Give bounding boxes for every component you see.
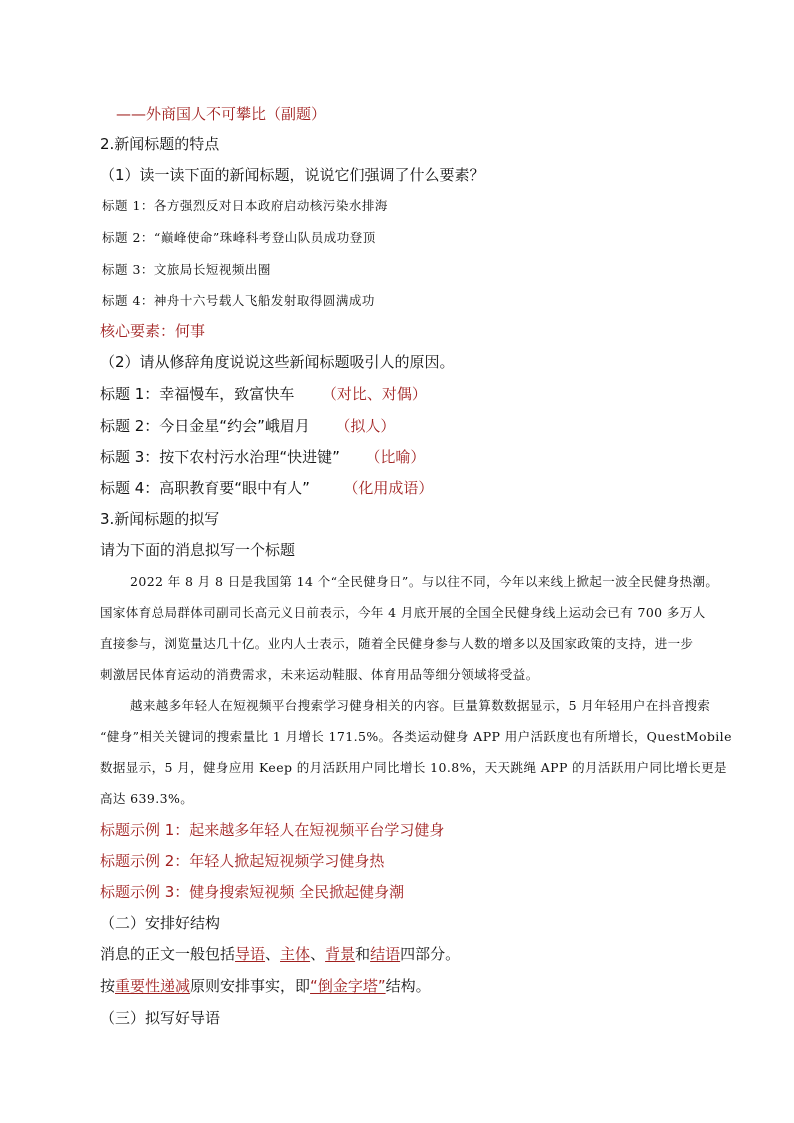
question-2: （2）请从修辞角度说说这些新闻标题吸引人的原因。: [100, 353, 455, 371]
news-title-2: 标题 2：“巅峰使命”珠峰科考登山队员成功登顶: [102, 230, 376, 245]
news-title-4: 标题 4：神舟十六号载人飞船发射取得圆满成功: [102, 293, 375, 308]
part2-heading: （二）安排好结构: [100, 914, 221, 932]
term-body: 主体: [280, 945, 311, 963]
news-paragraph-2: 越来越多年轻人在短视频平台搜索学习健身相关的内容。巨量算数数据显示，5 月年轻用户在抖音搜索 “健身”相关关键词的搜索量比 1 月增长 171.5%。各类运动健身 APP 用户活跃度也有所增长，QuestMobile 数据显示，5 月，健身应用 Keep 的月活跃用户同比增长 10.8%，天天跳绳 APP 的月活跃用户同比增长更是 高达 639.3%。: [100, 698, 732, 806]
section3-prompt: 请为下面的消息拟写一个标题: [100, 541, 296, 559]
rhetoric-title-1: 标题 1：幸福慢车，致富快车 （对比、对偶）: [100, 385, 427, 403]
rhetoric-note-2: （拟人）: [335, 417, 396, 435]
section2-heading: 2.新闻标题的特点: [100, 135, 220, 153]
rhetoric-title-3: 标题 3：按下农村污水治理“快进键” （比喻）: [100, 448, 426, 466]
term-decreasing-importance: 重要性递减: [115, 977, 191, 995]
structure-line: 消息的正文一般包括导语、主体、背景和结语四部分。: [100, 945, 461, 963]
news-title-3: 标题 3：文旅局长短视频出圈: [102, 262, 271, 277]
term-background: 背景: [325, 945, 356, 963]
term-inverted-pyramid: “倒金字塔”: [310, 977, 386, 995]
core-element: 核心要素：何事: [100, 322, 206, 340]
example-title-1: 标题示例 1：起来越多年轻人在短视频平台学习健身: [100, 821, 445, 839]
subtitle: ——外商国人不可攀比（副题）: [116, 105, 327, 123]
example-title-2: 标题示例 2：年轻人掀起短视频学习健身热: [100, 852, 385, 870]
rhetoric-note-4: （化用成语）: [343, 479, 434, 497]
rhetoric-note-1: （对比、对偶）: [321, 385, 427, 403]
rhetoric-note-3: （比喻）: [365, 448, 426, 466]
term-conclusion: 结语: [370, 945, 401, 963]
example-title-3: 标题示例 3：健身搜索短视频 全民掀起健身潮: [100, 883, 405, 901]
term-lead: 导语: [235, 945, 266, 963]
part3-heading: （三）拟写好导语: [100, 1009, 221, 1027]
rhetoric-title-4: 标题 4：高职教育要“眼中有人” （化用成语）: [100, 479, 434, 497]
section3-heading: 3.新闻标题的拟写: [100, 510, 220, 528]
principle-line: 按重要性递减原则安排事实，即“倒金字塔”结构。: [100, 977, 431, 995]
news-paragraph-1: 2022 年 8 月 8 日是我国第 14 个“全民健身日”。与以往不同，今年以来线上掀起一波全民健身热潮。 国家体育总局群体司副司长高元义日前表示，今年 4 月底开展的全国全民健身线上运动会已有 700 多万人 直接参与，浏览量达几十亿。业内人士表示，随着全民健身参与人数的增多以及国家政策的支持，进一步 刺激居民体育运动的消费需求，未来运动鞋服、体育用品等细分领域将受益。: [100, 574, 719, 682]
news-title-1: 标题 1：各方强烈反对日本政府启动核污染水排海: [102, 198, 388, 213]
question-1: （1）读一读下面的新闻标题，说说它们强调了什么要素？: [100, 166, 485, 184]
rhetoric-title-2: 标题 2：今日金星“约会”峨眉月 （拟人）: [100, 417, 396, 435]
